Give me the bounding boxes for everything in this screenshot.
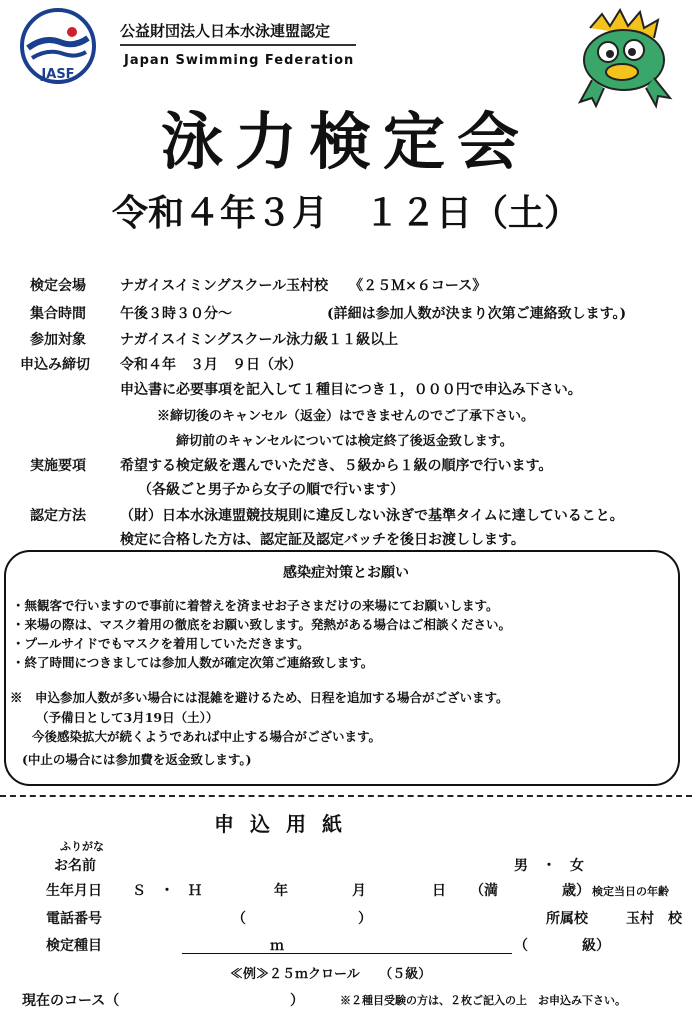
event-label: 検定種目	[46, 938, 102, 954]
day-label: 日	[432, 883, 446, 899]
notice-remark: (中止の場合には参加費を返金致します。)	[22, 752, 252, 767]
school-value: 玉村 校	[626, 911, 682, 927]
notice-title: 感染症対策とお願い	[283, 565, 409, 581]
procedure-label: 実施要項	[30, 458, 86, 474]
cut-line	[0, 795, 692, 797]
notice-item: ・来場の際は、マスク着用の徹底をお願い致します。発熱がある場合はご相談ください。	[12, 617, 512, 632]
notice-remark: 今後感染拡大が続くようであれば中止する場合がございます。	[32, 729, 382, 744]
deadline-label: 申込み締切	[20, 357, 90, 373]
notice-item: ・終了時間につきましては参加人数が確定次第ご連絡致します。	[12, 655, 374, 670]
procedure-note: （各級ごと男子から女子の順で行います）	[138, 482, 404, 498]
page-title: 泳力検定会	[160, 105, 531, 178]
cancel-note-before: 締切前のキャンセルについては検定終了後返金致します。	[176, 434, 513, 449]
era-options[interactable]: Ｓ ・ Ｈ	[132, 883, 202, 899]
event-underline[interactable]	[182, 953, 512, 954]
jasf-logo	[14, 8, 102, 88]
phone-field[interactable]: （ ）	[232, 911, 372, 927]
notice-item: ・プールサイドでもマスクを着用していただきます。	[12, 636, 310, 651]
course-label: 現在のコース（	[22, 993, 120, 1009]
form-title: 申込用紙	[214, 812, 358, 836]
age-note: 検定当日の年齢	[592, 885, 669, 898]
age-close: 歳）	[562, 883, 590, 899]
birthdate-label: 生年月日	[46, 883, 102, 899]
month-label: 月	[352, 883, 366, 899]
time-value: 午後３時３０分～	[120, 306, 232, 322]
event-date: 令和４年３月 １２日（土）	[111, 192, 580, 234]
venue-value: ナガイスイミングスクール玉村校 《２５Ｍ×６コース》	[120, 278, 487, 294]
age-open: （満	[470, 883, 498, 899]
organization-name-jp: 公益財団法人日本水泳連盟認定	[120, 22, 331, 40]
course-close: ）	[290, 993, 304, 1009]
organization-name-en: Japan Swimming Federation	[124, 53, 355, 68]
year-label: 年	[274, 883, 288, 899]
notice-item: ・無観客で行いますので事前に着替えを済ませお子さまだけの来場にてお願いします。	[12, 598, 499, 613]
time-note: (詳細は参加人数が決まり次第ご連絡致します。)	[327, 306, 627, 322]
certification-label: 認定方法	[30, 508, 86, 524]
target-value: ナガイスイミングスクール泳力級１１級以上	[120, 332, 399, 348]
venue-label: 検定会場	[30, 278, 86, 294]
time-label: 集合時間	[30, 306, 86, 322]
event-unit: ｍ	[270, 938, 284, 954]
header-divider	[120, 44, 356, 46]
school-label: 所属校	[546, 911, 588, 927]
fee-text: 申込書に必要事項を記入して１種目につき１，０００円で申込み下さい。	[120, 382, 582, 398]
notice-remark: （予備日として3月19日（土））	[36, 710, 219, 725]
certification-value: （財）日本水泳連盟競技規則に違反しない泳ぎで基準タイムに達していること。	[120, 508, 624, 524]
level-close: 級）	[582, 938, 610, 954]
notice-remark: ※ 申込参加人数が多い場合には混雑を避けるため、日程を追加する場合がございます。	[10, 690, 509, 705]
target-label: 参加対象	[30, 332, 86, 348]
gender-options[interactable]: 男 ・ 女	[514, 858, 584, 874]
cancel-note-after: ※締切後のキャンセル（返金）はできませんのでご了承下さい。	[157, 409, 535, 424]
logo-text: JASF	[41, 67, 75, 82]
course-note: ※２種目受験の方は、２枚ご記入の上 お申込み下さい。	[340, 994, 626, 1007]
phone-label: 電話番号	[46, 911, 102, 927]
certification-note: 検定に合格した方は、認定証及認定バッチを後日お渡しします。	[120, 532, 525, 548]
event-example: ≪例≫２５ｍクロール （５級）	[230, 967, 432, 982]
level-open: （	[514, 938, 528, 954]
procedure-value: 希望する検定級を選んでいただき、５級から１級の順序で行います。	[120, 458, 553, 474]
deadline-value: 令和４年 ３月 ９日（水）	[120, 357, 302, 373]
name-label: お名前	[54, 858, 96, 874]
furigana-label: ふりがな	[60, 840, 104, 853]
